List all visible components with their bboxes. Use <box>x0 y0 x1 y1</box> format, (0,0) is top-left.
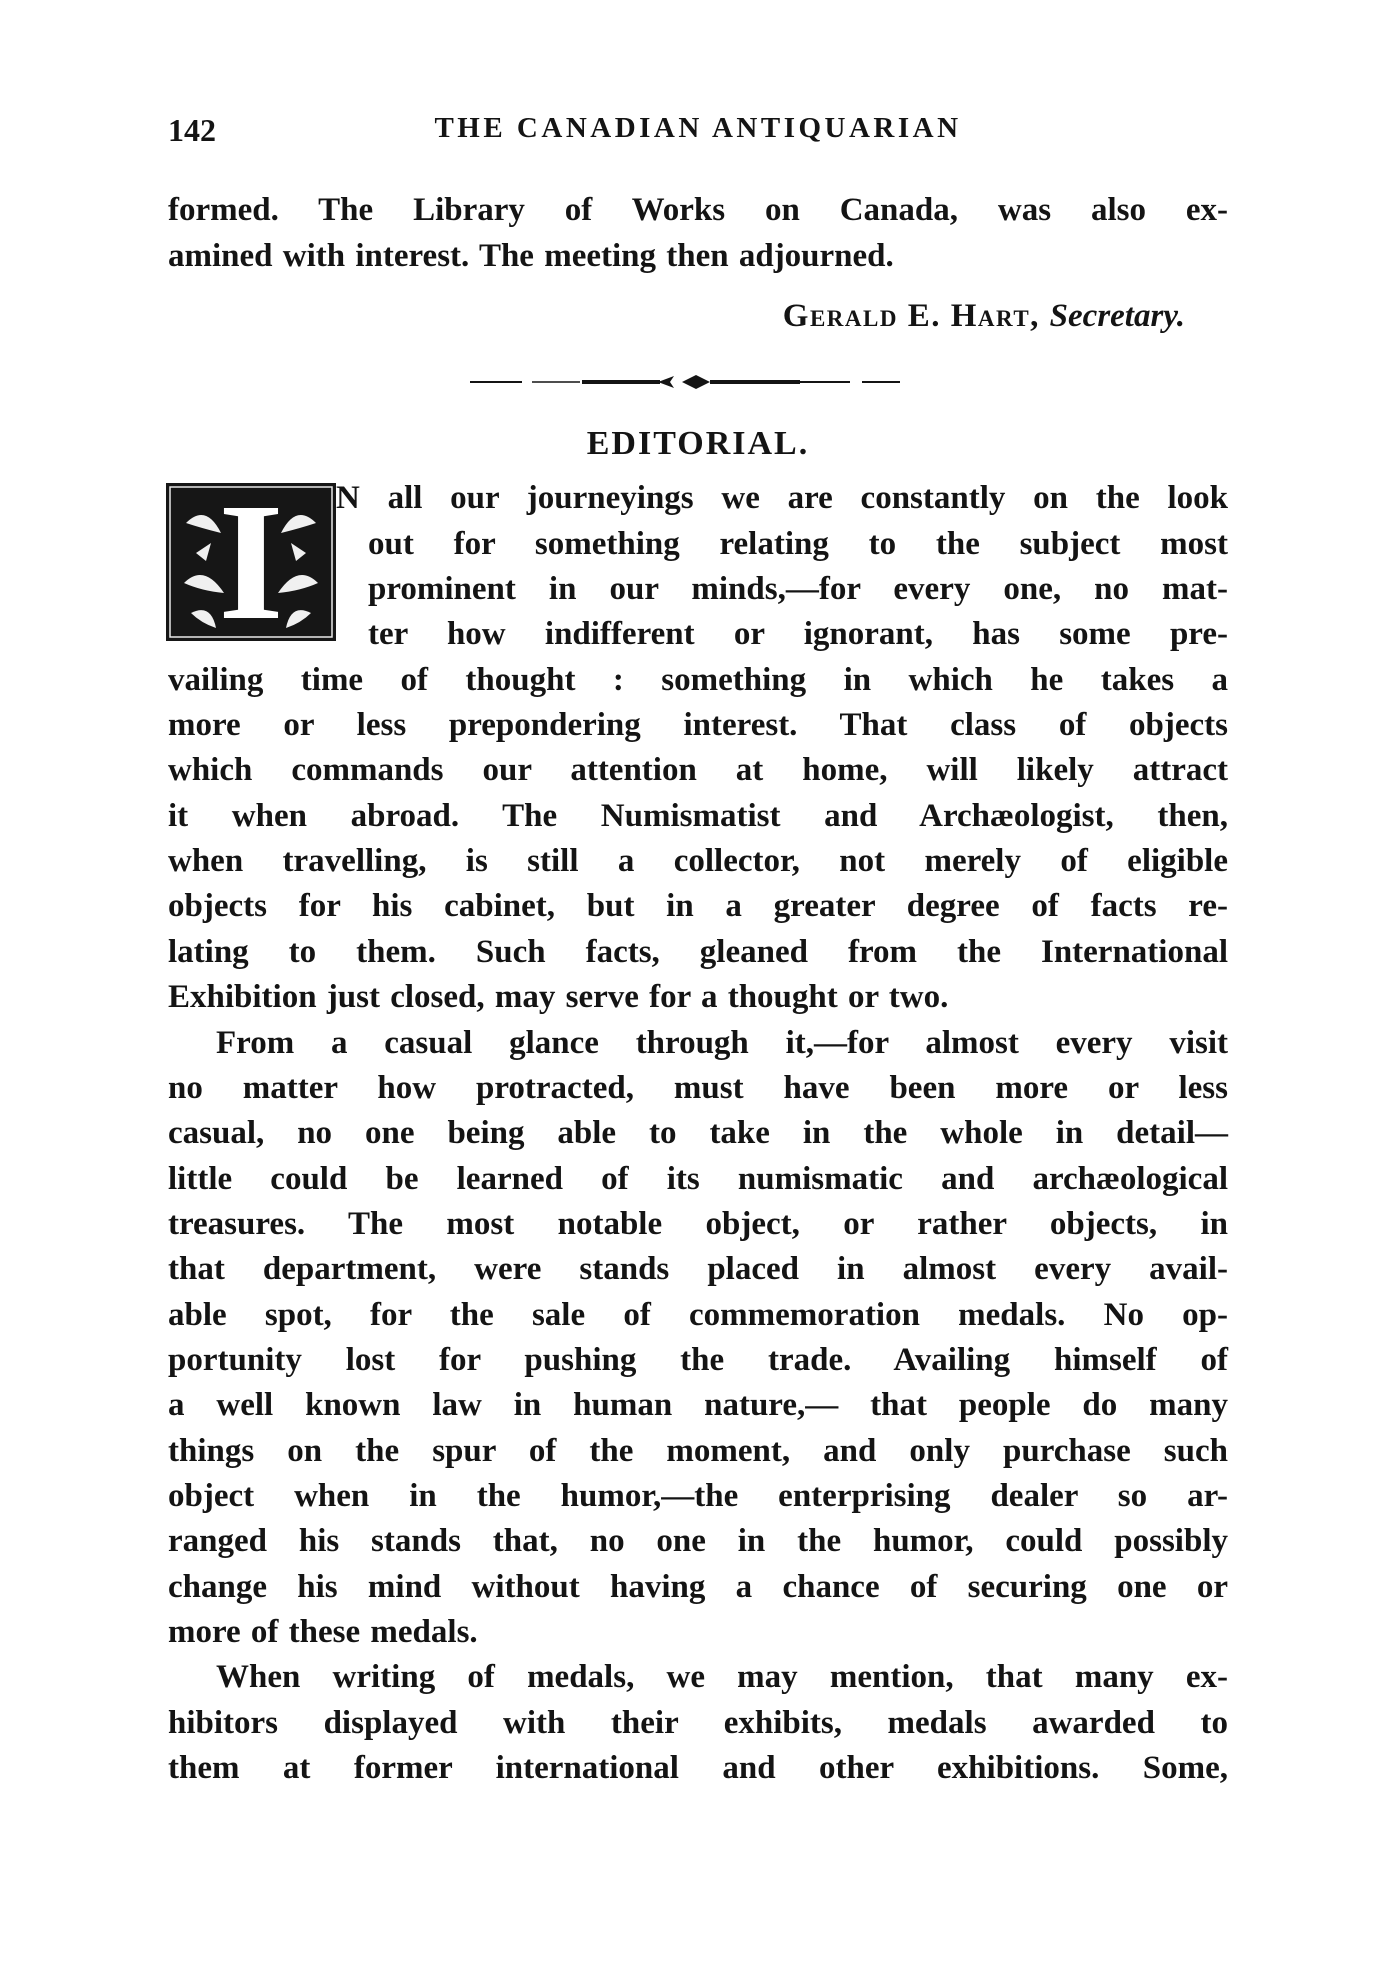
paragraph-1-line: ter how indifferent or ignorant, has some pre- <box>368 616 1228 652</box>
paragraph-1-line: objects for his cabinet, but in a greater degree of facts re- <box>168 888 1228 924</box>
running-head <box>168 112 1228 152</box>
paragraph-1-line: N all our journeyings we are constantly on the look <box>336 480 1228 516</box>
carryover-line: amined with interest. The meeting then adjourned. <box>168 238 894 274</box>
paragraph-2-line: things on the spur of the moment, and only purchase such <box>168 1433 1228 1469</box>
paragraph-2-line: object when in the humor,—the enterprising dealer so ar- <box>168 1478 1228 1514</box>
paragraph-2-line: that department, were stands placed in almost every avail- <box>168 1251 1228 1287</box>
paragraph-1-line: prominent in our minds,—for every one, no mat- <box>368 571 1228 607</box>
paragraph-3-line: them at former international and other exhibitions. Some, <box>168 1750 1228 1786</box>
paragraph-1-line: out for something relating to the subject most <box>368 526 1228 562</box>
journal-title: THE CANADIAN ANTIQUARIAN <box>434 112 962 144</box>
page-number: 142 <box>168 112 216 148</box>
paragraph-3-line: When writing of medals, we may mention, that many ex- <box>216 1659 1228 1695</box>
paragraph-1-line: Exhibition just closed, may serve for a thought or two. <box>168 979 949 1015</box>
paragraph-2-line: no matter how protracted, must have been more or less <box>168 1070 1228 1106</box>
carryover-line: formed. The Library of Works on Canada, was also ex- <box>168 192 1228 228</box>
ornamental-drop-cap <box>166 469 336 655</box>
paragraph-1-line: it when abroad. The Numismatist and Archæologist, then, <box>168 798 1228 834</box>
paragraph-1-line: when travelling, is still a collector, not merely of eligible <box>168 843 1228 879</box>
paragraph-2-line: able spot, for the sale of commemoration medals. No op- <box>168 1297 1228 1333</box>
paragraph-2-line: From a casual glance through it,—for almost every visit <box>216 1025 1228 1061</box>
paragraph-1-line: more or less prepondering interest. That class of objects <box>168 707 1228 743</box>
paragraph-2-line: little could be learned of its numismatic and archæological <box>168 1161 1228 1197</box>
signature-role: Secretary. <box>1049 298 1185 334</box>
section-divider-ornament <box>470 372 900 392</box>
paragraph-1-line: vailing time of thought : something in which he takes a <box>168 662 1228 698</box>
paragraph-2-line: more of these medals. <box>168 1614 478 1650</box>
paragraph-2-line: portunity lost for pushing the trade. Availing himself of <box>168 1342 1228 1378</box>
paragraph-2-line: treasures. The most notable object, or rather objects, in <box>168 1206 1228 1242</box>
paragraph-2-line: a well known law in human nature,— that people do many <box>168 1387 1228 1423</box>
paragraph-3-line: hibitors displayed with their exhibits, medals awarded to <box>168 1705 1228 1741</box>
paragraph-2-line: ranged his stands that, no one in the humor, could possibly <box>168 1523 1228 1559</box>
editorial-heading: EDITORIAL. <box>586 425 810 462</box>
paragraph-1-line: lating to them. Such facts, gleaned from the International <box>168 934 1228 970</box>
drop-cap-letter: I <box>218 469 284 655</box>
signature-name: Gerald E. Hart, <box>782 298 1040 334</box>
paragraph-2-line: casual, no one being able to take in the whole in detail— <box>168 1115 1228 1151</box>
paragraph-2-line: change his mind without having a chance of securing one or <box>168 1569 1228 1605</box>
secretary-signature <box>168 296 1185 336</box>
paragraph-1-line: which commands our attention at home, will likely attract <box>168 752 1228 788</box>
